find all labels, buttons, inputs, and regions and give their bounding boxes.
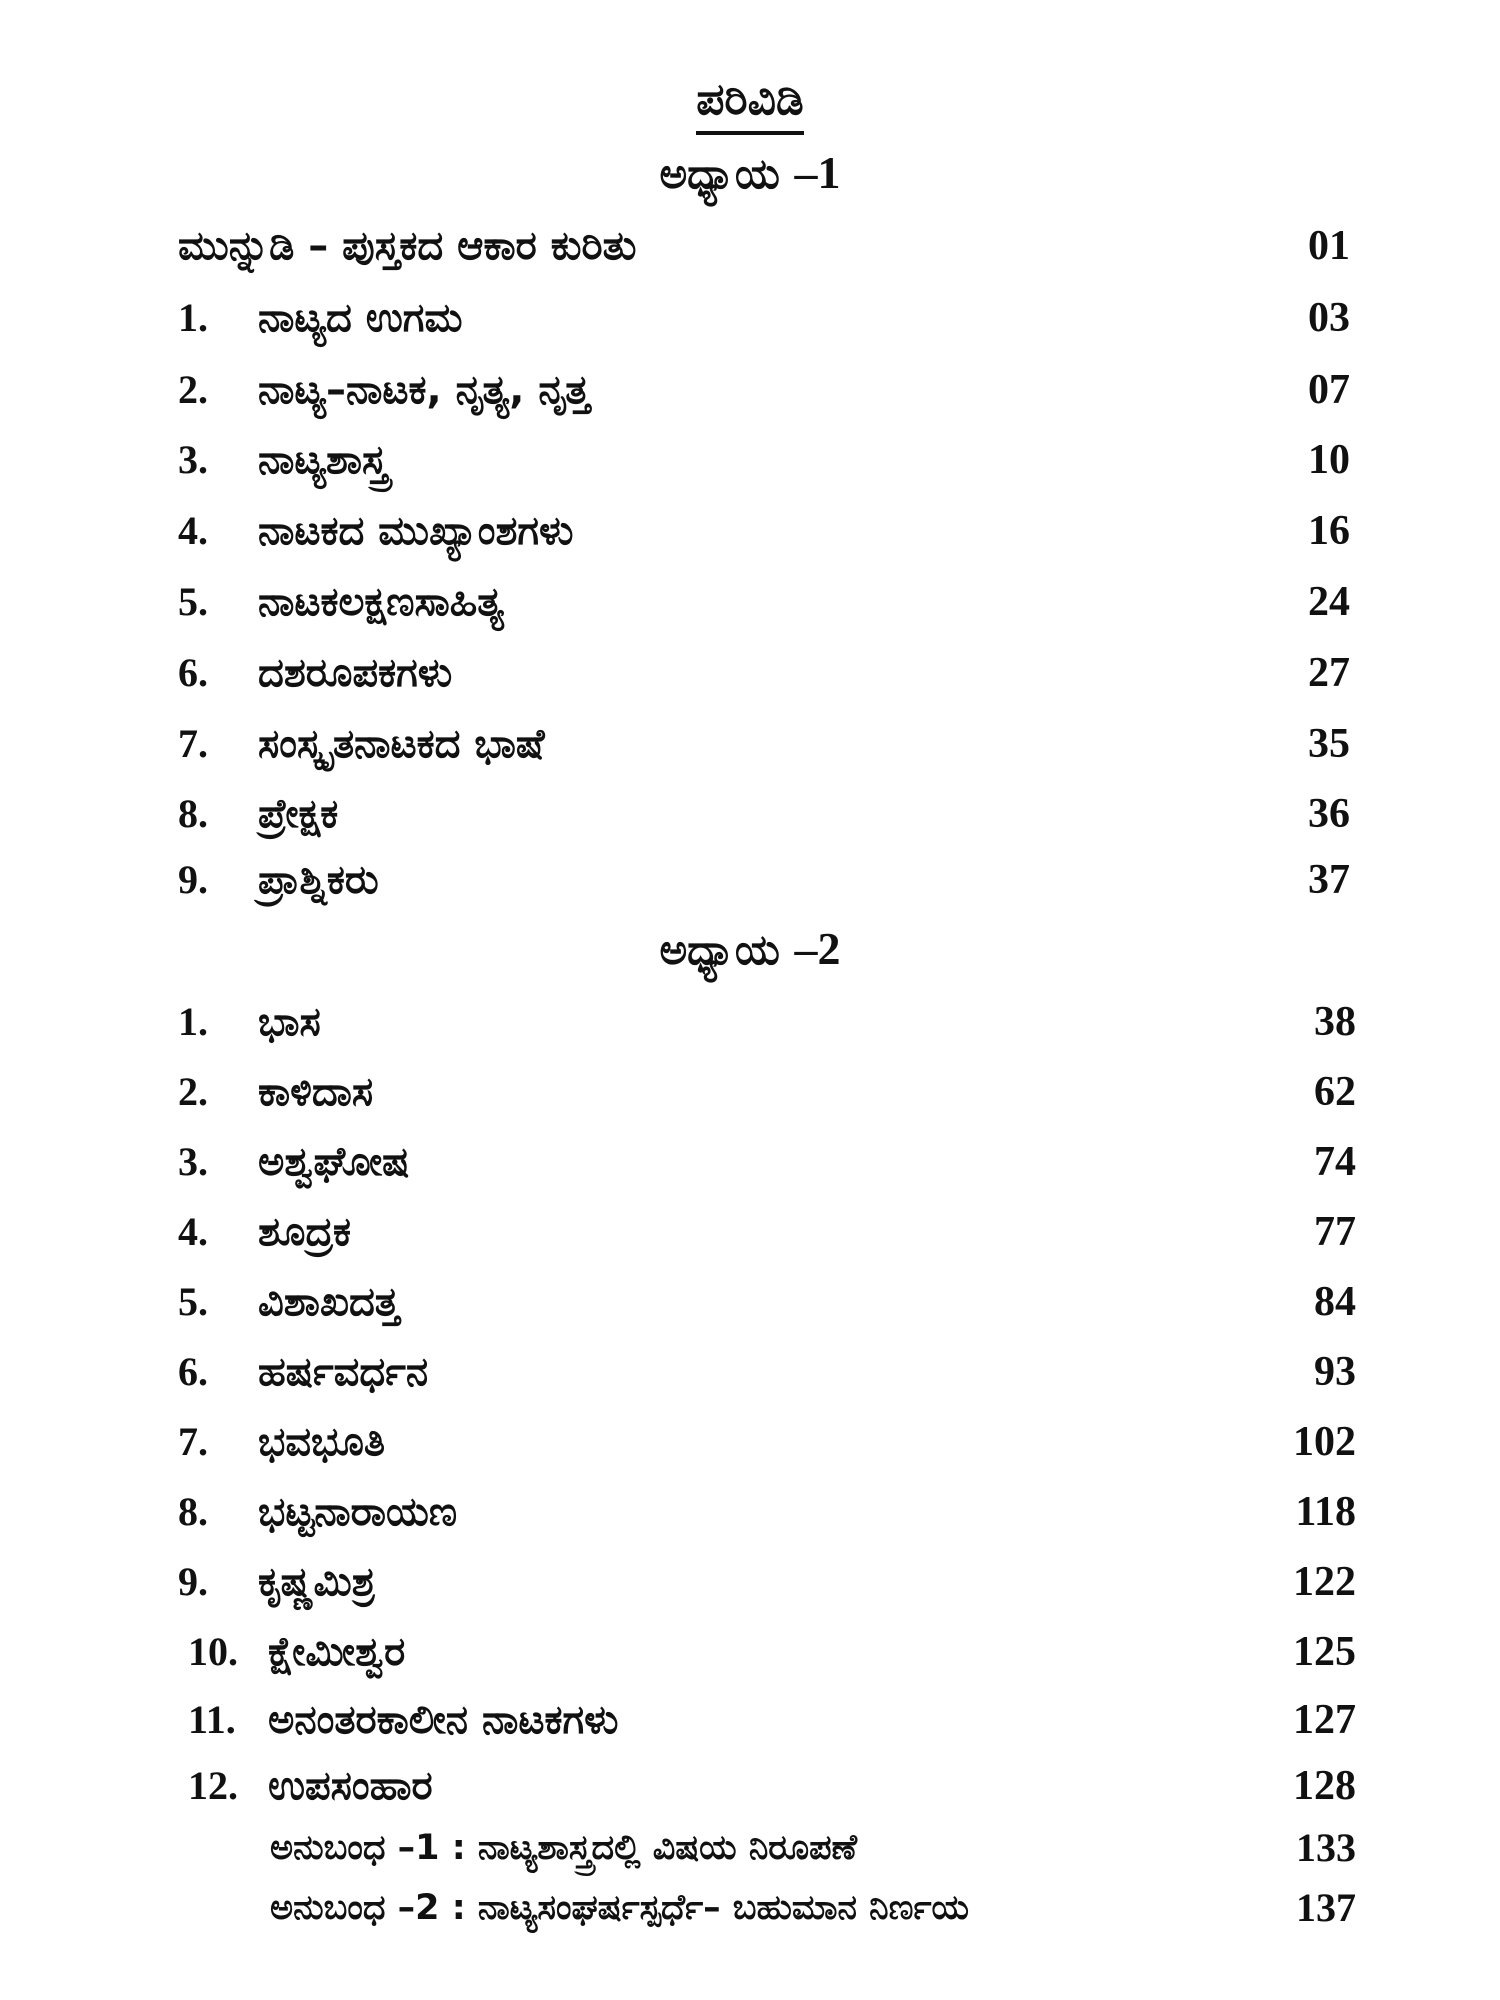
toc-row[interactable] (0, 852, 1500, 908)
toc-entry-title: ದಶರೂಪಕಗಳು (258, 650, 453, 696)
toc-page-number: 03 (1308, 295, 1350, 341)
page-title-text: ಪರಿವಿಡಿ (696, 74, 804, 135)
toc-row[interactable] (0, 574, 1500, 630)
toc-page-number: 07 (1308, 367, 1350, 413)
toc-page-number: 84 (1314, 1279, 1356, 1325)
appendix-title: ಅನುಬಂಧ –1 : ನಾಟ್ಯಶಾಸ್ತ್ರದಲ್ಲಿ ವಿಷಯ ನಿರೂಪಣೆ (270, 1828, 858, 1868)
chapter-heading-number: –1 (794, 147, 841, 198)
toc-row[interactable] (0, 645, 1500, 701)
chapter-heading-text: ಅಧ್ಯಾಯ (659, 149, 780, 198)
toc-page-number: 125 (1293, 1629, 1356, 1675)
toc-entry-title: ನಾಟ್ಯಶಾಸ್ತ್ರ (258, 437, 388, 483)
toc-row[interactable] (0, 362, 1500, 418)
toc-entry-number: 3. (178, 437, 208, 482)
toc-entry-number: 5. (178, 579, 208, 624)
toc-page-number: 133 (1296, 1825, 1356, 1870)
toc-page-number: 77 (1314, 1209, 1356, 1255)
toc-row[interactable] (0, 1064, 1500, 1120)
toc-page-number: 36 (1308, 791, 1350, 837)
toc-entry-title: ಅನಂತರಕಾಲೀನ ನಾಟಕಗಳು (268, 1697, 619, 1743)
toc-entry-number: 8. (178, 1489, 208, 1534)
toc-entry-number: 9. (178, 1559, 208, 1604)
toc-row[interactable] (0, 1414, 1500, 1470)
toc-entry-number: 4. (178, 1209, 208, 1254)
toc-row[interactable] (0, 1758, 1500, 1814)
toc-page-number: 16 (1308, 508, 1350, 554)
toc-entry-number: 7. (178, 721, 208, 766)
toc-entry-title: ಭಟ್ಟನಾರಾಯಣ (258, 1489, 458, 1535)
toc-page-number: 127 (1293, 1697, 1356, 1743)
toc-row[interactable] (0, 1344, 1500, 1400)
toc-page-number: 118 (1295, 1489, 1356, 1535)
toc-entry-title: ಪ್ರಾಶ್ನಿಕರು (258, 857, 379, 903)
toc-row[interactable] (0, 1274, 1500, 1330)
appendix-title: ಅನುಬಂಧ –2 : ನಾಟ್ಯಸಂಘರ್ಷಸ್ಪರ್ಧೆ– ಬಹುಮಾನ ನಿರ್ಣಯ (270, 1888, 970, 1928)
toc-page-number: 27 (1308, 650, 1350, 696)
toc-entry-title: ಭವಭೂತಿ (258, 1419, 386, 1465)
toc-entry-title: ನಾಟಕದ ಮುಖ್ಯಾಂಶಗಳು (258, 508, 574, 554)
toc-entry-number: 7. (178, 1419, 208, 1464)
toc-entry-title: ಭಾಸ (258, 999, 321, 1045)
toc-page-number: 62 (1314, 1069, 1356, 1115)
toc-entry-number: 6. (178, 650, 208, 695)
toc-page-number: 102 (1293, 1419, 1356, 1465)
toc-row[interactable] (0, 1692, 1500, 1748)
toc-page-number: 01 (1308, 223, 1350, 269)
toc-entry-title: ವಿಶಾಖದತ್ತ (258, 1279, 400, 1325)
toc-entry-number: 10. (188, 1629, 238, 1674)
toc-row[interactable] (0, 1554, 1500, 1610)
toc-entry-title: ಕಾಳಿದಾಸ (258, 1069, 374, 1115)
toc-row[interactable] (0, 1624, 1500, 1680)
toc-entry-title: ನಾಟ್ಯ–ನಾಟಕ, ನೃತ್ಯ, ನೃತ್ತ (258, 367, 590, 413)
toc-entry-number: 12. (188, 1763, 238, 1808)
toc-row[interactable] (0, 503, 1500, 559)
toc-entry-number: 9. (178, 857, 208, 902)
toc-entry-number: 2. (178, 1069, 208, 1114)
toc-entry-title: ನಾಟ್ಯದ ಉಗಮ (258, 295, 463, 341)
toc-entry-title: ಉಪಸಂಹಾರ (268, 1763, 433, 1809)
appendix-row[interactable] (0, 1820, 1500, 1876)
toc-entry-title: ಸಂಸ್ಕೃತನಾಟಕದ ಭಾಷೆ (258, 721, 545, 767)
toc-entry-title: ಹರ್ಷವರ್ಧನ (258, 1349, 429, 1395)
toc-page-number: 38 (1314, 999, 1356, 1045)
toc-entry-title: ನಾಟಕಲಕ್ಷಣಸಾಹಿತ್ಯ (258, 579, 504, 625)
toc-row[interactable] (0, 218, 1500, 274)
toc-entry-title: ಕೃಷ್ಣಮಿಶ್ರ (258, 1559, 376, 1605)
toc-page-number: 10 (1308, 437, 1350, 483)
toc-page-number: 128 (1293, 1763, 1356, 1809)
toc-entry-title: ಶೂದ್ರಕ (258, 1209, 352, 1255)
toc-entry-title: ಪ್ರೇಕ್ಷಕ (258, 791, 339, 837)
toc-entry-number: 3. (178, 1139, 208, 1184)
toc-entry-number: 4. (178, 508, 208, 553)
toc-row[interactable] (0, 1134, 1500, 1190)
toc-row[interactable] (0, 716, 1500, 772)
toc-entry-number: 5. (178, 1279, 208, 1324)
chapter-heading-number: –2 (794, 923, 841, 974)
chapter-2-heading (0, 923, 1500, 974)
toc-row[interactable] (0, 290, 1500, 346)
toc-row[interactable] (0, 786, 1500, 842)
toc-page-number: 37 (1308, 857, 1350, 903)
toc-row[interactable] (0, 1204, 1500, 1260)
chapter-heading-text: ಅಧ್ಯಾಯ (659, 925, 780, 974)
toc-entry-number: 6. (178, 1349, 208, 1394)
toc-entry-number: 2. (178, 367, 208, 412)
appendix-row[interactable] (0, 1880, 1500, 1936)
toc-entry-number: 1. (178, 295, 208, 340)
toc-page-number: 24 (1308, 579, 1350, 625)
toc-entry-number: 8. (178, 791, 208, 836)
page-title (0, 74, 1500, 125)
toc-entry-title: ಅಶ್ವಘೋಷ (258, 1139, 410, 1185)
toc-entry-number: 11. (188, 1697, 236, 1742)
toc-page-number: 122 (1293, 1559, 1356, 1605)
toc-entry-number: 1. (178, 999, 208, 1044)
toc-entry-title: ಕ್ಷೇಮೀಶ್ವರ (268, 1629, 406, 1675)
toc-row[interactable] (0, 994, 1500, 1050)
toc-page-number: 74 (1314, 1139, 1356, 1185)
toc-page-number: 35 (1308, 721, 1350, 767)
chapter-1-heading (0, 147, 1500, 198)
toc-row[interactable] (0, 1484, 1500, 1540)
toc-row[interactable] (0, 432, 1500, 488)
toc-page-number: 93 (1314, 1349, 1356, 1395)
toc-entry-title: ಮುನ್ನುಡಿ – ಪುಸ್ತಕದ ಆಕಾರ ಕುರಿತು (178, 223, 637, 269)
toc-page-number: 137 (1296, 1885, 1356, 1930)
